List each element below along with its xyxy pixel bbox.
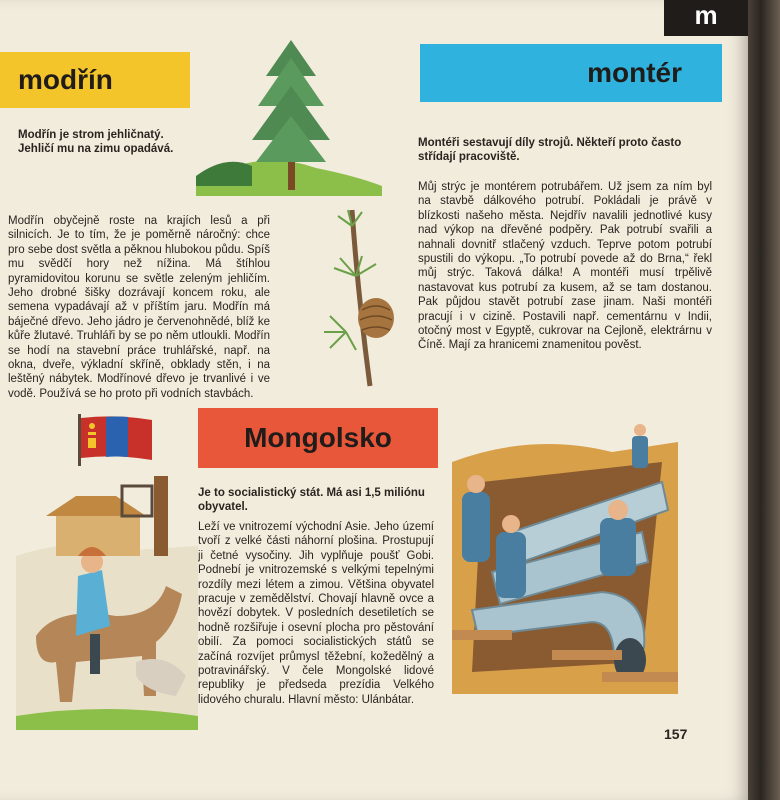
modrin-lead: Modřín je strom jehličnatý. Jehličí mu na zimu opadává. — [18, 129, 174, 155]
larch-branch-illustration — [312, 206, 408, 390]
monter-lead: Montéři sestavují díly strojů. Někteří proto často střídají pracoviště. — [418, 137, 682, 163]
larch-tree-illustration — [196, 36, 382, 196]
modrin-text: Modřín obyčejně roste na krajích lesů a při silnicích. Je to tím, že je poměrně náročný: chce pro sebe dost světla a pěknou hlubokou půdu. Spíš mu svědčí hory než nížina. Má štíhlou pyramidovitou korunu se světle zeleným jehličím. Jeho drobné šišky dozrávají koncem roku, ale semena vypadávají až v příštím jaru. Modřín má báječné dřevo. Jeho jádro je červenohnědé, blíž ke kůře žlutavé. Truhláři by se po něm utloukli. Modřín se hodí na stavební práce truhlářské, např. na okna, dveře, výkladní skříně, obklady stěn, i na leštěný nábytek. Modřínové dřevo je trvanlivé i ve vodě. Používá se ho proto při vodních stavbách. — [8, 215, 270, 400]
book-spine — [748, 0, 780, 800]
mongolsko-text: Leží ve vnitrozemí východní Asie. Jeho území tvoří z velké části náhorní plošina. Prostupují ji četné vysočiny. Jih vyplňuje poušť Gobi. Podnebí je vnitrozemské s velkými tepelnými rozdíly mezi létem a zimou. Většina obyvatel pracuje v zemědělství. Chovají hlavně ovce a hovězí dobytek. V posledních desetiletích se hodně rozšiřuje i osevní plocha pro pěstování obilí. Za pomoci socialistických států se začíná rozvíjet průmysl těžební, kožedělný a potravinářský. V čele Mongolské lidové republiky je předseda prezídia Velkého lidového churalu. Hlavní město: Ulánbátar. — [198, 521, 434, 706]
pipeline-workers-illustration — [452, 422, 678, 694]
modrin-heading: modřín — [0, 52, 190, 108]
monter-heading: montér — [420, 44, 722, 102]
page-number: 157 — [664, 726, 688, 742]
mongolian-flag-icon — [78, 414, 156, 466]
mongolsko-lead: Je to socialistický stát. Má asi 1,5 miliónu obyvatel. — [198, 487, 425, 513]
index-letter-tab: m — [664, 0, 748, 36]
monter-text: Můj strýc je montérem potrubářem. Už jsem za ním byl na stavbě dálkového potrubí. Pokládali je právě v blízkosti našeho města. Nejdřív navalili jednotlivé kusy nad výkop na dřevěné podpěry. Pak potrubí svařili a nahnali dovnitř stlačený vzduch. Teprve potom potrubí spustili do výkopu. „To potrubí povede až do Brna,“ řekl můj strýc. Taková dálka! A montéři musí trpělivě nastavovat kus potrubí za kusem, až se tam dostanou. Pak půjdou stavět potrubí zase jinam. Naši montéři pracují i v cizině. Postavili např. cementárnu v Indii, otočný most v Egyptě, cukrovar na Cejloně, elektrárnu v Číně. Mají za hranicemi znamenitou pověst. — [418, 181, 712, 352]
mongolia-rider-illustration — [16, 466, 198, 730]
mongolsko-heading: Mongolsko — [198, 408, 438, 468]
